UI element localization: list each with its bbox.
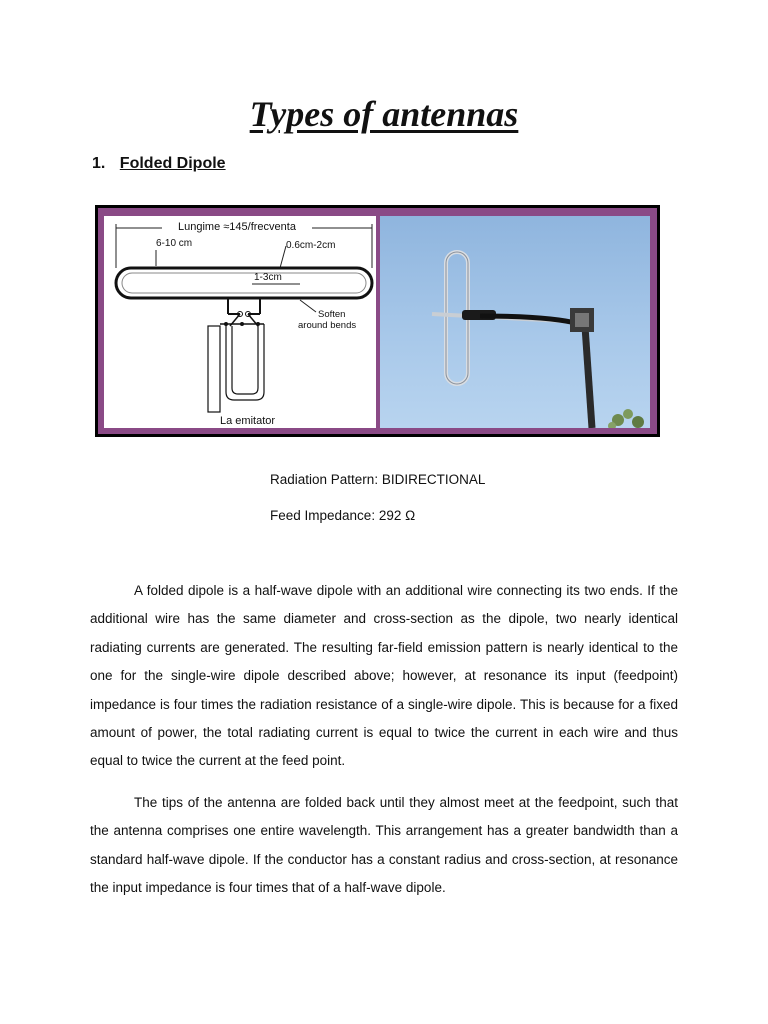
feed-impedance: Feed Impedance: 292 Ω bbox=[270, 508, 416, 523]
antenna-photo bbox=[380, 216, 650, 428]
section-title: Folded Dipole bbox=[119, 155, 226, 172]
bend-note-line2: around bends bbox=[298, 320, 357, 331]
emitter-label: La emitator bbox=[220, 415, 276, 427]
section-number: 1. bbox=[92, 155, 106, 172]
diagram-svg bbox=[104, 216, 376, 428]
bend-note-line1: Soften bbox=[318, 309, 346, 320]
figure-frame bbox=[98, 208, 657, 434]
left-dim-label: 6-10 cm bbox=[156, 238, 193, 249]
antenna-figure bbox=[95, 205, 660, 437]
section-heading bbox=[92, 155, 226, 173]
folded-dipole-diagram bbox=[104, 216, 376, 428]
length-label: Lungime ≈145/frecventa bbox=[178, 221, 296, 233]
paragraph-1: A folded dipole is a half-wave dipole with an additional wire connecting its two ends. If the additional wire has the same diameter and cross-section as the dipole, two nearly identical radiating currents are generated. The resulting far-field emission pattern is nearly identical to the one for the single-wire dipole described above; however, at resonance its input (feedpoint) impedance is four times the radiation resistance of a single-wire dipole. This is because for a fixed amount of power, the total radiating current is equal to twice the current in each wire and thus equal to twice the current at the feed point. bbox=[90, 583, 678, 769]
photo-svg bbox=[380, 216, 650, 428]
gap-dim-label: 1-3cm bbox=[254, 272, 282, 283]
page-title: Types of antennas bbox=[249, 94, 519, 134]
radiation-pattern: Radiation Pattern: BIDIRECTIONAL bbox=[270, 472, 486, 487]
paragraph-2: The tips of the antenna are folded back until they almost meet at the feedpoint, such that the antenna comprises one entire wavelength. This arrangement has a greater bandwidth than a standard half-wave dipole. If the conductor has a constant radius and cross-section, at resonance the input impedance is four times that of a half-wave dipole. bbox=[90, 795, 678, 896]
right-dim-label: 0.6cm-2cm bbox=[286, 240, 336, 251]
